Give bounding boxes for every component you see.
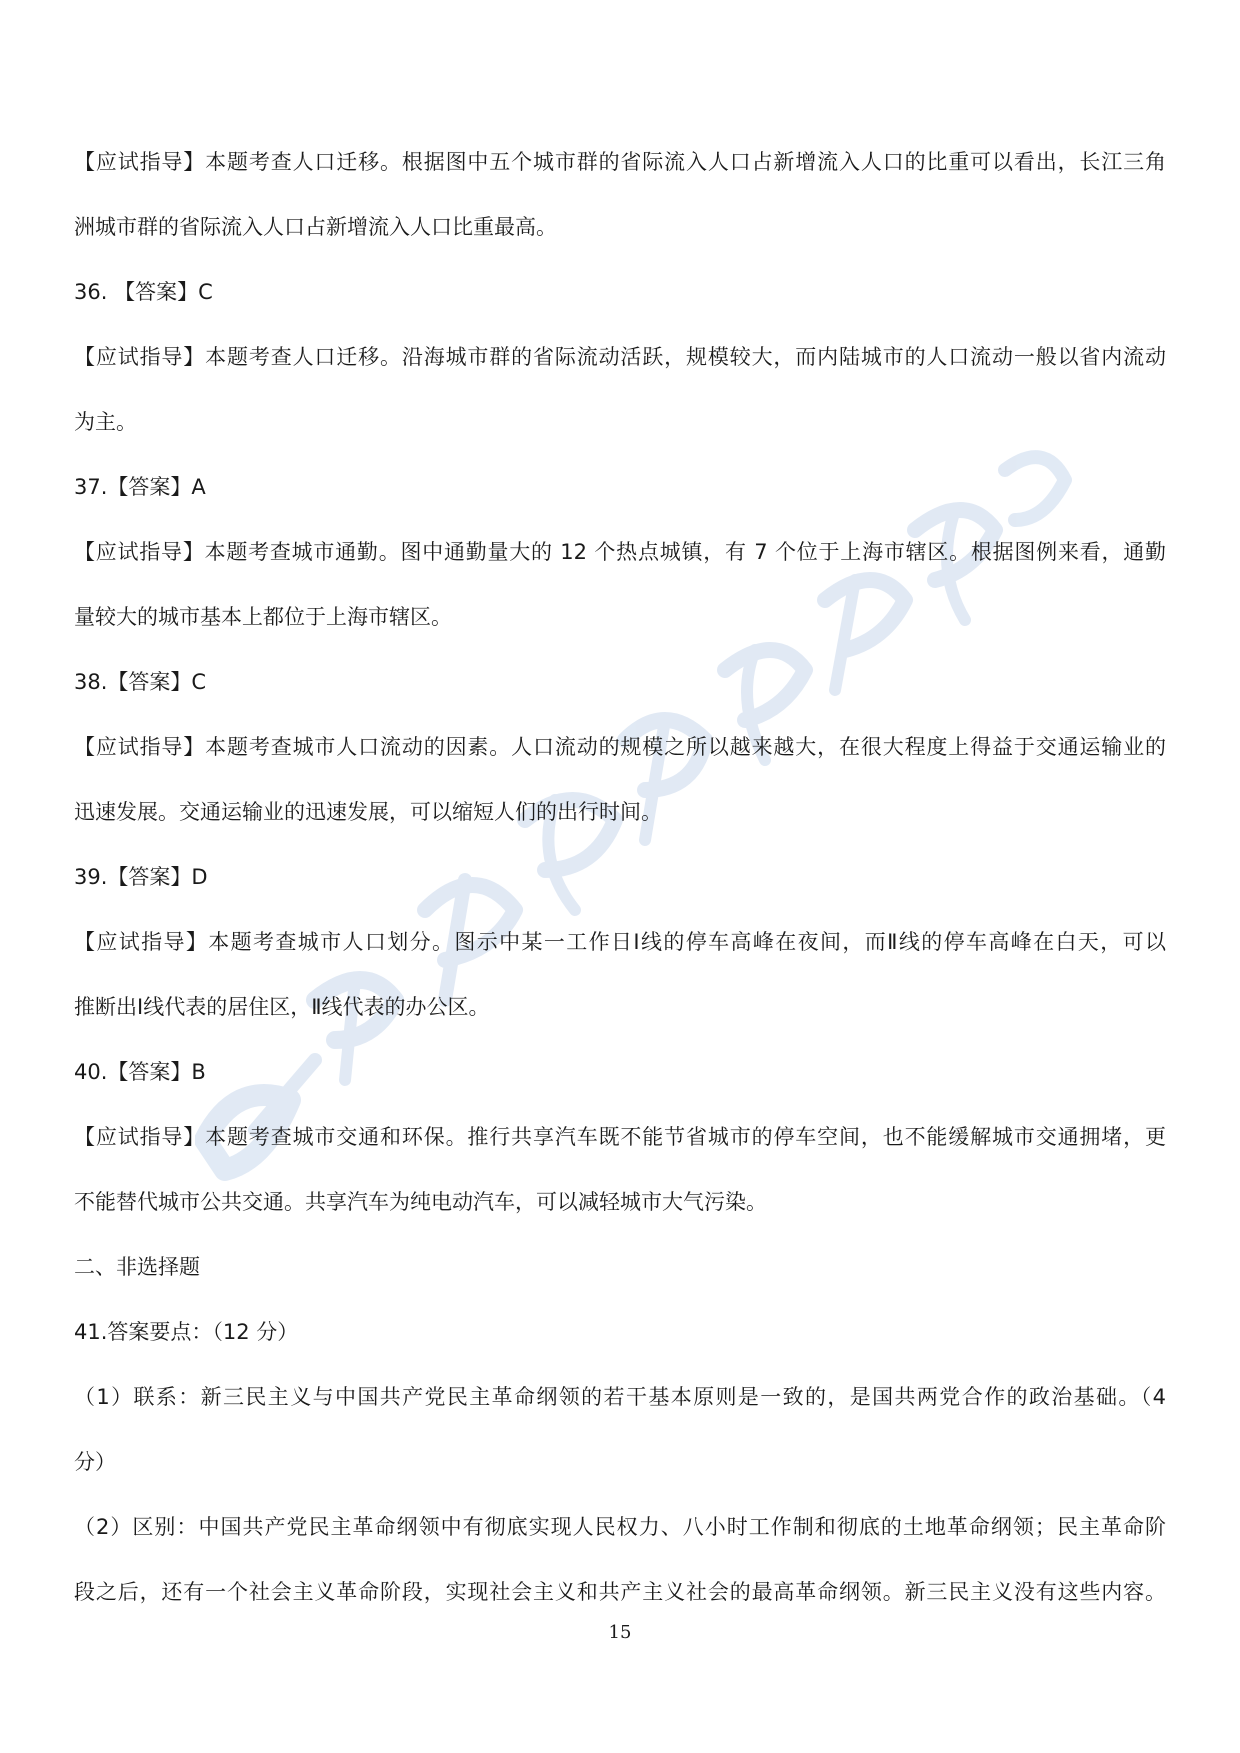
document-body: [74, 130, 1166, 1625]
paragraph-line: 洲城市群的省际流入人口占新增流入人口比重最高。: [74, 215, 557, 239]
paragraph-line: （2）区别：中国共产党民主革命纲领中有彻底实现人民权力、八小时工作制和彻底的土地革命纲领；民主革命阶: [74, 1515, 1166, 1539]
paragraph-line: 【应试指导】本题考查人口迁移。根据图中五个城市群的省际流入人口占新增流入人口的比重可以看出，长江三角: [74, 150, 1166, 174]
page-number: 15: [608, 1622, 632, 1643]
answer-heading: 41.答案要点：（12 分）: [74, 1320, 299, 1344]
paragraph-line: （1）联系：新三民主义与中国共产党民主革命纲领的若干基本原则是一致的，是国共两党合作的政治基础。（4: [74, 1385, 1166, 1409]
paragraph-line: 量较大的城市基本上都位于上海市辖区。: [74, 605, 452, 629]
paragraph-line: 分）: [74, 1450, 116, 1474]
paragraph-line: 推断出Ⅰ线代表的居住区，Ⅱ线代表的办公区。: [74, 995, 490, 1019]
paragraph-line: 段之后，还有一个社会主义革命阶段，实现社会主义和共产主义社会的最高革命纲领。新三民主义没有这些内容。: [74, 1580, 1166, 1604]
paragraph-line: 不能替代城市公共交通。共享汽车为纯电动汽车，可以减轻城市大气污染。: [74, 1190, 767, 1214]
answer-heading: 40.【答案】B: [74, 1060, 206, 1084]
answer-heading: 36. 【答案】C: [74, 280, 213, 304]
answer-heading: 39.【答案】D: [74, 865, 208, 889]
answer-heading: 37.【答案】A: [74, 475, 206, 499]
paragraph-line: 【应试指导】本题考查人口迁移。沿海城市群的省际流动活跃，规模较大，而内陆城市的人口流动一般以省内流动: [74, 345, 1166, 369]
paragraph-line: 为主。: [74, 410, 137, 434]
paragraph-line: 迅速发展。交通运输业的迅速发展，可以缩短人们的出行时间。: [74, 800, 662, 824]
paragraph-line: 【应试指导】本题考查城市通勤。图中通勤量大的 12 个热点城镇，有 7 个位于上海市辖区。根据图例来看，通勤: [74, 540, 1166, 564]
paragraph-line: 【应试指导】本题考查城市交通和环保。推行共享汽车既不能节省城市的停车空间，也不能缓解城市交通拥堵，更: [74, 1125, 1166, 1149]
section-heading: 二、非选择题: [74, 1255, 200, 1279]
answer-heading: 38.【答案】C: [74, 670, 207, 694]
paragraph-line: 【应试指导】本题考查城市人口流动的因素。人口流动的规模之所以越来越大，在很大程度上得益于交通运输业的: [74, 735, 1166, 759]
paragraph-line: 【应试指导】本题考查城市人口划分。图示中某一工作日Ⅰ线的停车高峰在夜间，而Ⅱ线的停车高峰在白天，可以: [74, 930, 1166, 954]
